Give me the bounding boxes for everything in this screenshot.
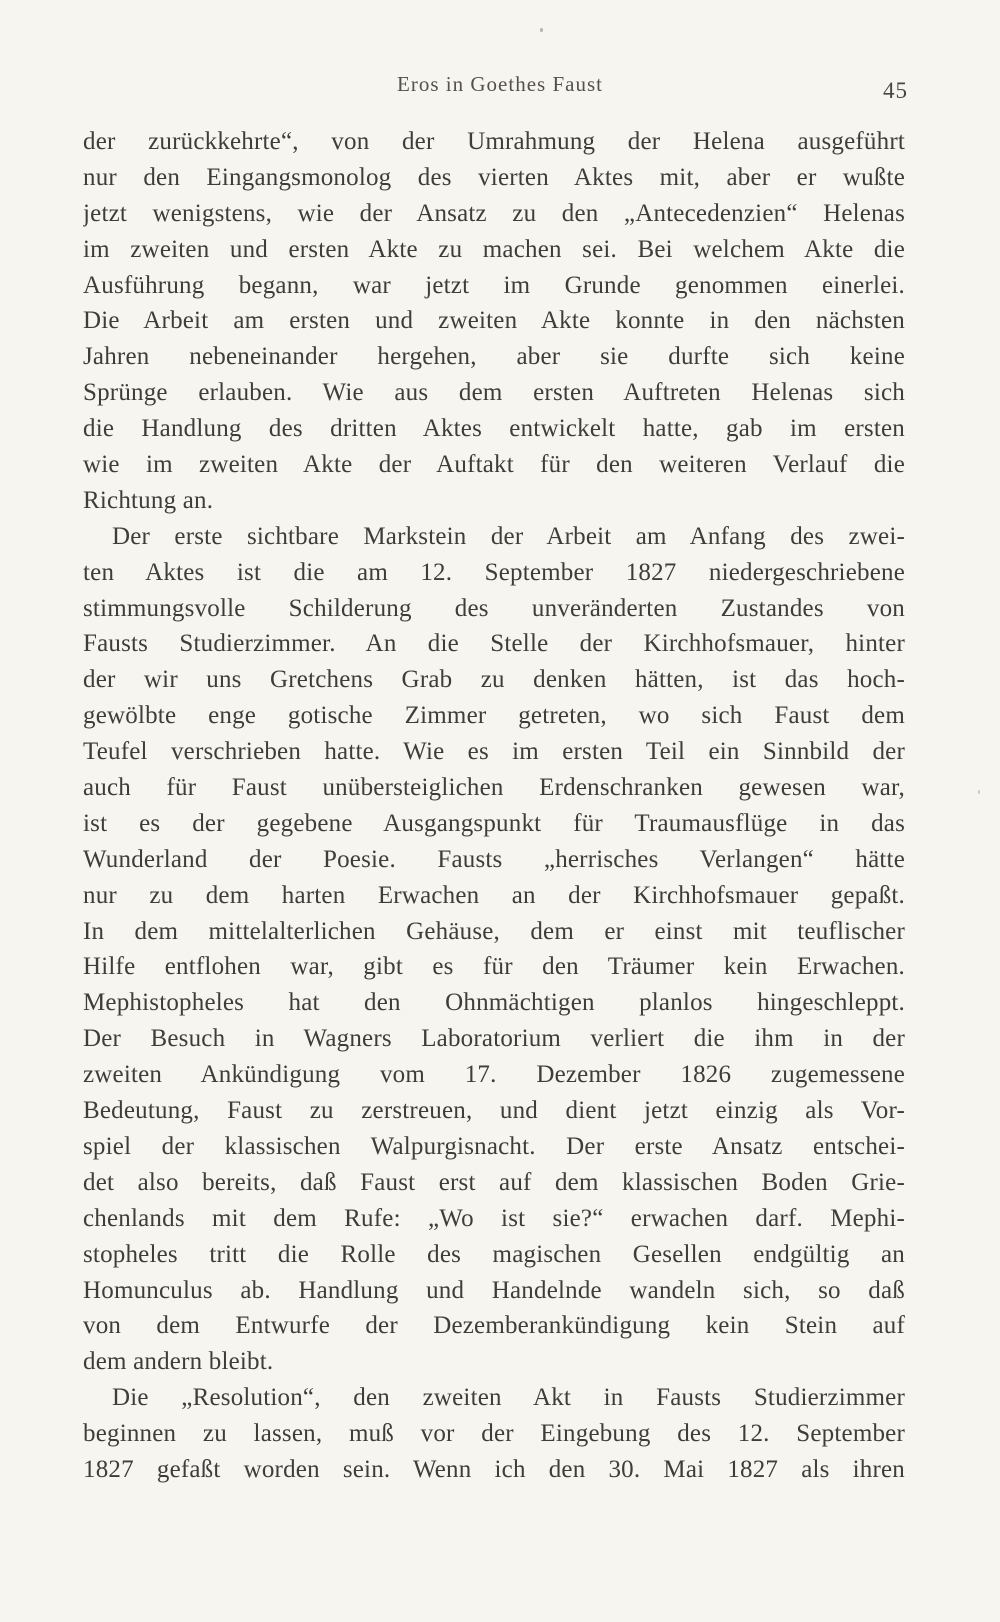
print-speck — [540, 28, 543, 32]
text-line: Richtung an. — [83, 486, 214, 514]
page-number: 45 — [883, 78, 908, 103]
text-line: Die Arbeit am ersten und zweiten Akte konnte in den nächsten — [83, 307, 905, 335]
text-line: stimmungsvolle Schilderung des unveränderten Zustandes von — [83, 594, 905, 622]
text-line: ten Aktes ist die am 12. September 1827 niedergeschriebene — [83, 558, 905, 586]
print-speck — [978, 790, 980, 794]
text-line: dem andern bleibt. — [83, 1348, 274, 1376]
text-line: beginnen zu lassen, muß vor der Eingebung des 12. September — [83, 1420, 905, 1448]
text-line: Mephistopheles hat den Ohnmächtigen planlos hingeschleppt. — [83, 989, 905, 1017]
text-line: nur den Eingangsmonolog des vierten Aktes mit, aber er wußte — [83, 163, 905, 191]
body-text — [83, 124, 905, 1488]
text-line: Bedeutung, Faust zu zerstreuen, und dient jetzt einzig als Vor- — [83, 1097, 905, 1125]
text-line: die Handlung des dritten Aktes entwickelt hatte, gab im ersten — [83, 415, 905, 443]
text-line: Sprünge erlauben. Wie aus dem ersten Auftreten Helenas sich — [83, 379, 905, 407]
text-line: der wir uns Gretchens Grab zu denken hätten, ist das hoch- — [83, 666, 905, 694]
text-line: der zurückkehrte“, von der Umrahmung der Helena ausgeführt — [83, 128, 905, 155]
text-line: zweiten Ankündigung vom 17. Dezember 1826 zugemessene — [83, 1061, 905, 1089]
text-line: wie im zweiten Akte der Auftakt für den weiteren Verlauf die — [83, 451, 905, 479]
page-header — [0, 72, 1000, 102]
text-line: von dem Entwurfe der Dezemberankündigung kein Stein auf — [83, 1312, 905, 1340]
running-title: Eros in Goethes Faust — [397, 72, 603, 96]
paragraph-start-line: Die „Resolution“, den zweiten Akt in Fausts Studierzimmer — [112, 1384, 905, 1412]
paragraph-start-line: Der erste sichtbare Markstein der Arbeit am Anfang des zwei- — [112, 522, 905, 550]
text-line: auch für Faust unübersteiglichen Erdenschranken gewesen war, — [83, 774, 905, 802]
text-line: Wunderland der Poesie. Fausts „herrisches Verlangen“ hätte — [83, 845, 905, 873]
text-line: In dem mittelalterlichen Gehäuse, dem er einst mit teuflischer — [83, 917, 905, 945]
text-line: chenlands mit dem Rufe: „Wo ist sie?“ erwachen darf. Mephi- — [83, 1204, 905, 1232]
text-line: Jahren nebeneinander hergehen, aber sie durfte sich keine — [83, 343, 905, 371]
text-line: gewölbte enge gotische Zimmer getreten, wo sich Faust dem — [83, 702, 905, 730]
text-line: stopheles tritt die Rolle des magischen Gesellen endgültig an — [83, 1240, 905, 1268]
text-line: Ausführung begann, war jetzt im Grunde genommen einerlei. — [83, 271, 905, 299]
text-line: spiel der klassischen Walpurgisnacht. Der erste Ansatz entschei- — [83, 1132, 905, 1160]
text-line: det also bereits, daß Faust erst auf dem klassischen Boden Grie- — [83, 1168, 905, 1196]
text-line: Fausts Studierzimmer. An die Stelle der Kirchhofsmauer, hinter — [83, 630, 905, 658]
text-line: Teufel verschrieben hatte. Wie es im ersten Teil ein Sinnbild der — [83, 738, 905, 766]
text-line: im zweiten und ersten Akte zu machen sei. Bei welchem Akte die — [83, 235, 905, 263]
text-line: 1827 gefaßt worden sein. Wenn ich den 30. Mai 1827 als ihren — [83, 1455, 905, 1483]
text-line: ist es der gegebene Ausgangspunkt für Traumausflüge in das — [83, 809, 905, 837]
text-line: Der Besuch in Wagners Laboratorium verliert die ihm in der — [83, 1025, 905, 1053]
text-line: nur zu dem harten Erwachen an der Kirchhofsmauer gepaßt. — [83, 881, 905, 909]
text-line: jetzt wenigstens, wie der Ansatz zu den „Antecedenzien“ Helenas — [83, 199, 905, 227]
text-line: Homunculus ab. Handlung und Handelnde wandeln sich, so daß — [83, 1276, 905, 1304]
text-line: Hilfe entflohen war, gibt es für den Träumer kein Erwachen. — [83, 953, 905, 981]
